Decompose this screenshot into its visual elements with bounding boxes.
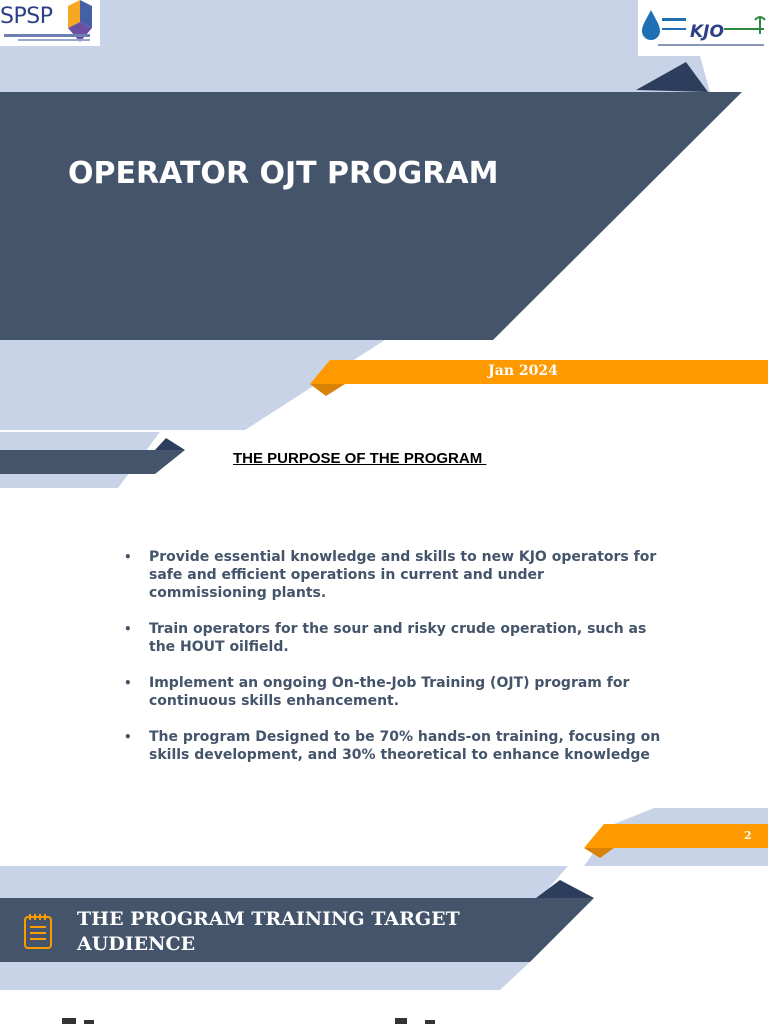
- header-light-band: [100, 0, 710, 92]
- slide2-navy-band: [0, 450, 185, 474]
- cutoff-text-fragment: [425, 1020, 435, 1024]
- page-number-ribbon: [584, 824, 768, 848]
- cutoff-text-fragment: [395, 1018, 407, 1024]
- slide3-light-band: [0, 866, 568, 898]
- title-banner: [0, 92, 742, 340]
- logo-script: [662, 28, 686, 30]
- kjo-logo-text: KJO: [690, 22, 724, 42]
- spsp-logo-caption: [18, 39, 90, 41]
- date-ribbon-fold: [310, 384, 345, 396]
- bullet-item: • Implement an ongoing On-the-Job Training (OJT) program for continuous skills enhancement.: [122, 674, 662, 710]
- logo-script: [662, 18, 686, 21]
- logo-script: [724, 28, 764, 30]
- notebook-icon: [23, 912, 53, 950]
- purpose-bullet-list: [122, 548, 662, 764]
- logo-caption: [658, 44, 764, 46]
- purpose-heading: THE PURPOSE OF THE PROGRAM: [233, 450, 487, 467]
- header-light-band-left: [0, 46, 100, 92]
- spsp-cube-icon: [66, 0, 94, 44]
- spsp-logo-caption: [4, 34, 90, 37]
- spsp-logo: [0, 0, 100, 48]
- bullet-item: • Train operators for the sour and risky crude operation, such as the HOUT oilfield.: [122, 620, 662, 656]
- slide2-dark-triangle: [155, 438, 185, 450]
- palm-icon: [754, 14, 766, 34]
- bullet-item: • The program Designed to be 70% hands-on training, focusing on skills development, and 30% theoretical to enhance knowledge: [122, 728, 662, 764]
- slide3-lower-band: [0, 962, 530, 990]
- target-audience-title: THE PROGRAM TRAINING TARGET AUDIENCE: [77, 908, 460, 955]
- cutoff-text-fragment: [84, 1020, 94, 1024]
- slide-title: OPERATOR OJT PROGRAM: [68, 156, 499, 191]
- cutoff-text-fragment: [62, 1018, 76, 1024]
- spsp-logo-text: SPSP: [0, 4, 53, 29]
- page-number: 2: [744, 829, 752, 842]
- water-drop-icon: [642, 10, 660, 40]
- bullet-item: • Provide essential knowledge and skills to new KJO operators for safe and efficient operations in current and under commissioning plants.: [122, 548, 662, 602]
- kjo-logo: [638, 0, 768, 56]
- slide-date: Jan 2024: [488, 363, 558, 379]
